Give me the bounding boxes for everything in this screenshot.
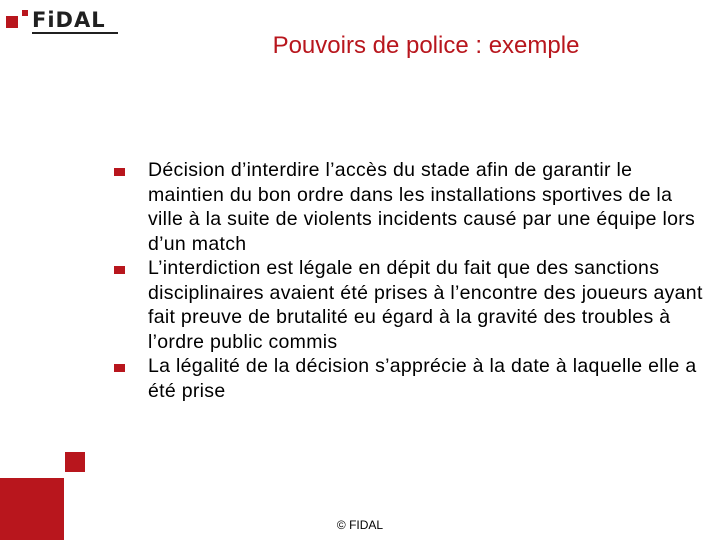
logo-small-square-icon xyxy=(22,10,28,16)
bullet-text: La légalité de la décision s’apprécie à la date à laquelle elle a été prise xyxy=(148,355,697,402)
logo-square-icon xyxy=(6,16,18,28)
bullet-square-icon xyxy=(114,266,125,274)
bullet-text: L’interdiction est légale en dépit du fait que des sanctions disciplinaires avaient été prises à l’encontre des joueurs ayant fait preuve de brutalité eu égard à la gravité des troubles à l’ordre public commis xyxy=(148,257,703,353)
bullet-list xyxy=(110,158,710,403)
copyright-footer: © FIDAL xyxy=(336,518,384,532)
slide-title: Pouvoirs de police : exemple xyxy=(272,32,580,59)
bullet-square-icon xyxy=(114,364,125,372)
bullet-text: Décision d’interdire l’accès du stade afin de garantir le maintien du bon ordre dans les installations sportives de la ville à la suite de violents incidents causé par une équipe lors d’un match xyxy=(148,159,696,255)
decorative-small-square xyxy=(65,452,85,472)
bullet-item xyxy=(110,256,710,354)
bullet-item xyxy=(110,158,710,256)
logo-text: FiDAL xyxy=(32,8,106,32)
bullet-square-icon xyxy=(114,168,125,176)
bullet-item xyxy=(110,354,710,403)
